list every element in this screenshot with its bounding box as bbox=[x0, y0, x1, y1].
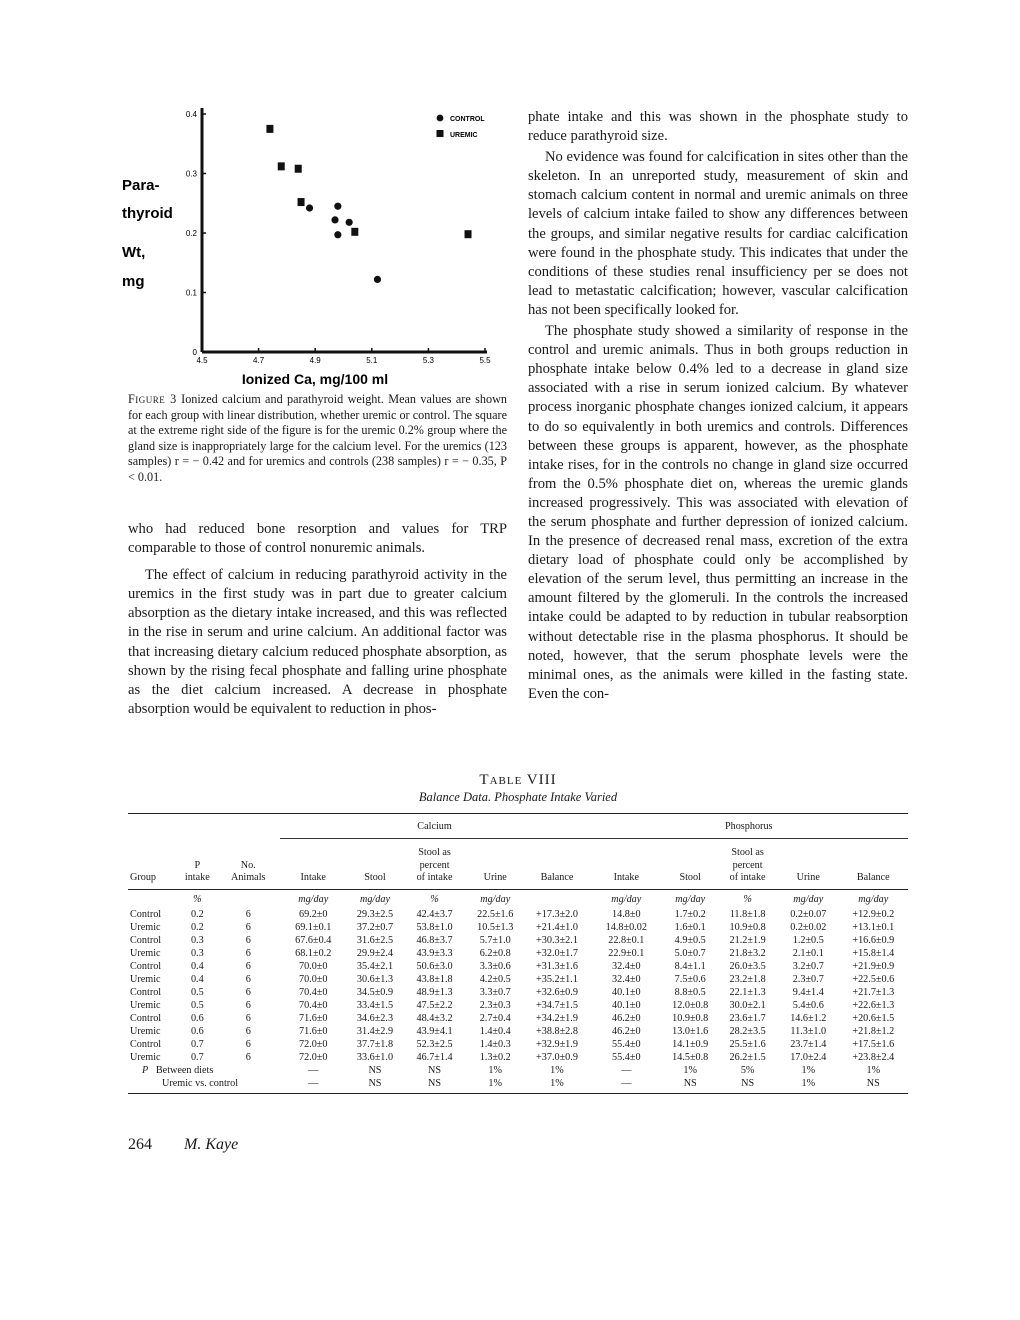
table-cell: Control bbox=[130, 908, 162, 920]
table-cell: 35.4±2.1 bbox=[356, 960, 394, 972]
table-cell: 21.8±3.2 bbox=[729, 947, 766, 959]
table-cell: +15.8±1.4 bbox=[852, 947, 895, 959]
table-cell: NS bbox=[866, 1077, 880, 1089]
table-cell: 55.4±0 bbox=[612, 1038, 641, 1050]
table-cell: 22.9±0.1 bbox=[608, 947, 645, 959]
table-cell: 32.4±0 bbox=[612, 960, 641, 972]
table-cell: 33.4±1.5 bbox=[356, 999, 394, 1011]
paragraph: who had reduced bone resorption and values for TRP comparable to those of control nonuremic animals. bbox=[128, 521, 507, 557]
table-cell: 6.2±0.8 bbox=[479, 947, 511, 959]
table-row bbox=[128, 1039, 908, 1052]
table-cell: +34.2±1.9 bbox=[536, 1012, 578, 1024]
table-cell: 43.9±4.1 bbox=[416, 1025, 453, 1037]
paragraph: The phosphate study showed a similarity of response in the control and uremic animals. Thus in both groups reduction in phosphate intake below 0.4% led to a decrease in gland size associated with a rise in serum ionized calcium. By whatever process inorganic phosphate changes ionized calcium, it appears to do so equivalently in both uremics and controls. Differences between these groups is apparent, however, as the phosphate intake rises, for in the controls no change in gland size occurred from the 0.5% phosphate diet on, whereas the uremic glands increased progressively. This was associated with elevation of the serum phosphate and further depression of ionized calcium. In the presence of decreased renal mass, excretion of the extra dietary load of phosphate could only be accomplished by elevation of the serum level, thus permitting an increase in the amount filtered by the glomeruli. In the controls the increased intake could be adapted to by reduction in tubular reabsorption without detectable rise in the plasma phosphorus. It should be noted, however, that the serum phosphate levels were the minimal ones, as the animals were killed in the fasting state. Even the con- bbox=[528, 323, 908, 702]
table-cell: +21.8±1.2 bbox=[852, 1025, 895, 1037]
col-ca-intake: Intake bbox=[300, 872, 326, 883]
table-cell: 37.2±0.7 bbox=[356, 921, 394, 933]
table-cell: 6 bbox=[245, 947, 251, 959]
y-tick-label: 0.2 bbox=[185, 229, 197, 238]
table-cell: 6 bbox=[245, 973, 251, 985]
table-cell: +13.1±0.1 bbox=[852, 921, 895, 933]
table-cell: 0.5 bbox=[190, 999, 204, 1011]
table-row bbox=[128, 935, 908, 948]
table-cell: 0.4 bbox=[190, 960, 204, 972]
paragraph: No evidence was found for calcification in sites other than the skeleton. In an unreported study, measurement of skin and stomach calcium content in normal and uremic animals on three levels of calcium intake failed to show any differences between the groups, and similar negative results for cardiac calcification were found in the phosphate study. This indicates that under the conditions of these studies renal insufficiency per se does not lead to metastatic calcification; however, vascular calcification has not been specifically looked for. bbox=[528, 149, 908, 318]
page-number: 264 bbox=[128, 1136, 152, 1153]
legend-control-label: CONTROL bbox=[450, 116, 485, 123]
table-cell: — bbox=[308, 1064, 319, 1076]
uremic-point bbox=[351, 228, 358, 236]
table-cell: Control bbox=[130, 1038, 162, 1050]
table-cell: 0.6 bbox=[190, 1025, 204, 1037]
table-cell: 13.0±1.6 bbox=[672, 1025, 709, 1037]
col-p-stool-pct: Stool as percent of intake bbox=[729, 847, 766, 883]
table-cell: 43.8±1.8 bbox=[416, 973, 453, 985]
table-cell: 6 bbox=[245, 960, 251, 972]
table-cell: 0.4 bbox=[190, 973, 204, 985]
table-cell: 6 bbox=[245, 921, 251, 933]
table-cell: Control bbox=[130, 1012, 162, 1024]
table-cell: +37.0±0.9 bbox=[536, 1051, 578, 1063]
table-cell: 6 bbox=[245, 934, 251, 946]
table-row bbox=[128, 961, 908, 974]
table-cell: +35.2±1.1 bbox=[536, 973, 578, 985]
col-ca-stool: Stool bbox=[364, 872, 386, 883]
uremic-point bbox=[298, 198, 305, 206]
table-cell: 28.2±3.5 bbox=[729, 1025, 766, 1037]
col-p-urine: Urine bbox=[796, 872, 820, 883]
table-cell: 6 bbox=[245, 1012, 251, 1024]
table-cell: 46.2±0 bbox=[612, 1025, 641, 1037]
table-cell: Uremic bbox=[130, 1051, 161, 1063]
table-cell: 1% bbox=[866, 1064, 881, 1076]
table-cell: 14.6±1.2 bbox=[790, 1012, 827, 1024]
table-cell: 10.9±0.8 bbox=[729, 921, 766, 933]
y-tick-label: 0.3 bbox=[185, 169, 197, 179]
table-cell: 2.1±0.1 bbox=[792, 947, 824, 959]
y-label-line: Para- bbox=[122, 177, 160, 194]
balance-data-table bbox=[128, 813, 908, 1094]
table-cell: 2.3±0.7 bbox=[792, 973, 824, 985]
table-cell: 34.6±2.3 bbox=[356, 1012, 394, 1024]
table-cell: +32.0±1.7 bbox=[536, 947, 578, 959]
table-cell: — bbox=[621, 1064, 632, 1076]
col-p-intake: P intake bbox=[184, 859, 210, 883]
y-tick-label: 0 bbox=[192, 348, 197, 357]
table-cell: 9.4±1.4 bbox=[792, 986, 824, 998]
table-cell: 71.6±0 bbox=[298, 1012, 328, 1024]
table-cell: 48.9±1.3 bbox=[416, 986, 453, 998]
table-cell: 1.4±0.4 bbox=[479, 1025, 511, 1037]
table-cell: 50.6±3.0 bbox=[416, 960, 453, 972]
table-cell: 46.8±3.7 bbox=[416, 934, 453, 946]
table-cell: +20.6±1.5 bbox=[852, 1012, 895, 1024]
control-point bbox=[346, 219, 353, 226]
table-cell: Uremic bbox=[130, 947, 161, 959]
col-no-animals: No. Animals bbox=[230, 859, 266, 883]
table-cell: 1% bbox=[683, 1064, 697, 1076]
table-cell: 6 bbox=[245, 1025, 251, 1037]
table-row bbox=[128, 1026, 908, 1039]
col-ca-stool-pct: Stool as percent of intake bbox=[416, 847, 453, 883]
calcium-group-header: Calcium bbox=[417, 821, 452, 833]
table-row bbox=[128, 948, 908, 961]
table-cell: +21.7±1.3 bbox=[852, 986, 895, 998]
uremic-point bbox=[295, 165, 302, 173]
x-tick-label: 5.1 bbox=[366, 356, 378, 365]
legend-control-marker bbox=[437, 115, 444, 122]
table-cell: 22.1±1.3 bbox=[729, 986, 766, 998]
table-cell: 0.7 bbox=[190, 1038, 204, 1050]
y-tick-label: 0.1 bbox=[185, 288, 197, 298]
table-cell: NS bbox=[368, 1064, 382, 1076]
table-cell: +12.9±0.2 bbox=[852, 908, 895, 920]
table-cell: 70.4±0 bbox=[298, 999, 328, 1011]
table-cell: 31.6±2.5 bbox=[356, 934, 394, 946]
control-point bbox=[306, 204, 313, 211]
table-cell: 3.3±0.6 bbox=[479, 960, 511, 972]
uremic-point bbox=[278, 162, 285, 170]
table-row bbox=[128, 922, 908, 935]
table-cell: 48.4±3.2 bbox=[416, 1012, 453, 1024]
uremic-point bbox=[465, 230, 472, 238]
table-cell: +23.8±2.4 bbox=[852, 1051, 895, 1063]
table-cell: 6 bbox=[245, 986, 251, 998]
y-label-line: thyroid bbox=[122, 205, 173, 222]
table-cell: 40.1±0 bbox=[612, 999, 641, 1011]
table-cell: 7.5±0.6 bbox=[674, 973, 706, 985]
table-cell: 5.7±1.0 bbox=[479, 934, 511, 946]
table-cell: 3.2±0.7 bbox=[792, 960, 824, 972]
table-row bbox=[128, 974, 908, 987]
table-cell: 1.7±0.2 bbox=[674, 908, 706, 920]
units-row: % mg/day mg/day % mg/day mg/day mg/day % mg/day mg/day bbox=[193, 894, 889, 906]
table-cell: 37.7±1.8 bbox=[356, 1038, 394, 1050]
table-cell: 6 bbox=[245, 999, 251, 1011]
table-cell: 70.0±0 bbox=[298, 960, 328, 972]
table-cell: +38.8±2.8 bbox=[536, 1025, 578, 1037]
legend-uremic-marker bbox=[437, 130, 444, 137]
table-cell: Control bbox=[130, 960, 162, 972]
table-cell: 11.8±1.8 bbox=[729, 908, 766, 920]
table-cell: Uremic bbox=[130, 973, 161, 985]
table-cell: Uremic bbox=[130, 1025, 161, 1037]
table-cell: 3.3±0.7 bbox=[479, 986, 511, 998]
table-cell: 21.2±1.9 bbox=[729, 934, 766, 946]
table-cell: +32.6±0.9 bbox=[536, 986, 578, 998]
table-cell: 47.5±2.2 bbox=[416, 999, 453, 1011]
table-cell: 0.2 bbox=[190, 921, 204, 933]
caption-text: Ionized calcium and parathyroid weight. Mean values are shown for each group with linear distribution, whether uremic or control. The square at the extreme right side of the figure is for the uremic 0.2% group where the gland size is inappropriately large for the calcium level. For the uremics (123 samples) r = − 0.42 and for uremics and controls (238 samples) r = − 0.35, P < 0.01. bbox=[128, 392, 507, 484]
table-cell: NS bbox=[368, 1077, 382, 1089]
table-cell: 29.3±2.5 bbox=[356, 908, 394, 920]
table-cell: 22.5±1.6 bbox=[477, 908, 514, 920]
control-point bbox=[334, 231, 341, 238]
table-cell: 5.4±0.6 bbox=[792, 999, 824, 1011]
table-cell: 1% bbox=[550, 1077, 564, 1089]
table-cell: 5.0±0.7 bbox=[674, 947, 706, 959]
table-cell: 0.2 bbox=[190, 908, 204, 920]
control-point bbox=[334, 203, 341, 210]
table-cell: +17.5±1.6 bbox=[852, 1038, 895, 1050]
table-cell: +21.4±1.0 bbox=[536, 921, 578, 933]
table-cell: 1.4±0.3 bbox=[479, 1038, 511, 1050]
y-label-line: mg bbox=[122, 273, 145, 290]
table-cell: 0.2±0.02 bbox=[790, 921, 827, 933]
table-cell: 71.6±0 bbox=[298, 1025, 328, 1037]
table-cell: 6 bbox=[245, 1038, 251, 1050]
table-cell: 4.2±0.5 bbox=[479, 973, 511, 985]
table-cell: 4.9±0.5 bbox=[674, 934, 706, 946]
table-cell: 33.6±1.0 bbox=[356, 1051, 394, 1063]
table-cell: 1% bbox=[801, 1077, 816, 1089]
right-column-text bbox=[528, 108, 908, 704]
p-between-diets-row bbox=[128, 1065, 908, 1078]
table-cell: 17.0±2.4 bbox=[790, 1051, 827, 1063]
figure-label: Figure 3 bbox=[128, 392, 177, 406]
table-cell: 14.1±0.9 bbox=[672, 1038, 709, 1050]
table-cell: 40.1±0 bbox=[612, 986, 641, 998]
table-cell: NS bbox=[428, 1077, 442, 1089]
col-p-balance: Balance bbox=[856, 872, 890, 883]
table-cell: 0.7 bbox=[190, 1051, 204, 1063]
table-row bbox=[128, 909, 908, 922]
x-tick-label: 4.9 bbox=[309, 356, 321, 365]
table-cell: 46.2±0 bbox=[612, 1012, 641, 1024]
table-row bbox=[128, 987, 908, 1000]
table-cell: 10.5±1.3 bbox=[477, 921, 514, 933]
author-name: M. Kaye bbox=[184, 1136, 239, 1153]
table-row bbox=[128, 1000, 908, 1013]
col-p-stool: Stool bbox=[679, 872, 701, 883]
table-cell: 2.3±0.3 bbox=[479, 999, 511, 1011]
table-cell: 34.5±0.9 bbox=[356, 986, 394, 998]
table-cell: 0.3 bbox=[190, 934, 204, 946]
balance-table-wrap bbox=[128, 813, 908, 1094]
table-cell: +22.6±1.3 bbox=[852, 999, 895, 1011]
table-cell: 30.0±2.1 bbox=[729, 999, 766, 1011]
table-cell: NS bbox=[428, 1064, 442, 1076]
table-cell: 11.3±1.0 bbox=[790, 1025, 827, 1037]
control-point bbox=[331, 216, 338, 223]
p-uremic-label: Uremic vs. control bbox=[162, 1077, 239, 1089]
figure-caption bbox=[128, 392, 507, 486]
table-cell: 14.8±0 bbox=[612, 908, 641, 920]
table-cell: +32.9±1.9 bbox=[536, 1038, 578, 1050]
table-cell: +31.3±1.6 bbox=[536, 960, 578, 972]
y-tick-label: 0.4 bbox=[185, 110, 197, 119]
table-cell: 68.1±0.2 bbox=[295, 947, 332, 959]
table-cell: 30.6±1.3 bbox=[356, 973, 394, 985]
table-cell: 70.4±0 bbox=[298, 986, 328, 998]
table-cell: 23.7±1.4 bbox=[790, 1038, 827, 1050]
table-cell: 1.3±0.2 bbox=[479, 1051, 511, 1063]
table-cell: 6 bbox=[245, 908, 251, 920]
table-cell: 32.4±0 bbox=[612, 973, 641, 985]
table-cell: NS bbox=[741, 1077, 755, 1089]
table-cell: +21.9±0.9 bbox=[852, 960, 895, 972]
table-cell: 23.2±1.8 bbox=[729, 973, 766, 985]
uremic-point bbox=[266, 125, 273, 133]
table-cell: 0.2±0.07 bbox=[790, 908, 827, 920]
table-cell: 26.0±3.5 bbox=[729, 960, 766, 972]
table-cell: 0.5 bbox=[190, 986, 204, 998]
table-cell: — bbox=[621, 1077, 632, 1089]
table-cell: 23.6±1.7 bbox=[729, 1012, 766, 1024]
table-cell: 43.9±3.3 bbox=[416, 947, 453, 959]
y-label-line: Wt, bbox=[122, 244, 146, 261]
table-cell: — bbox=[308, 1077, 319, 1089]
col-group: Group bbox=[130, 872, 157, 883]
x-tick-label: 5.5 bbox=[479, 356, 491, 365]
table-cell: 52.3±2.5 bbox=[416, 1038, 453, 1050]
col-ca-balance: Balance bbox=[540, 872, 574, 883]
table-cell: 72.0±0 bbox=[298, 1038, 328, 1050]
table-cell: 46.7±1.4 bbox=[416, 1051, 453, 1063]
x-tick-label: 5.3 bbox=[422, 356, 434, 365]
table-cell: 42.4±3.7 bbox=[416, 908, 453, 920]
table-cell: +17.3±2.0 bbox=[536, 908, 578, 920]
table-cell: 14.5±0.8 bbox=[672, 1051, 709, 1063]
col-p-intake-mg: Intake bbox=[613, 872, 640, 883]
chart-legend bbox=[437, 115, 486, 139]
table-cell: 1% bbox=[550, 1064, 564, 1076]
x-axis-label: Ionized Ca, mg/100 ml bbox=[241, 371, 389, 387]
table-cell: 1.2±0.5 bbox=[792, 934, 824, 946]
table-row bbox=[128, 1052, 908, 1065]
left-column-text bbox=[128, 520, 507, 719]
table-cell: +16.6±0.9 bbox=[852, 934, 895, 946]
scatter-figure bbox=[110, 100, 510, 390]
table-cell: +30.3±2.1 bbox=[536, 934, 578, 946]
table-cell: 1% bbox=[488, 1064, 503, 1076]
table-cell: 8.8±0.5 bbox=[674, 986, 706, 998]
table-cell: 1% bbox=[488, 1077, 503, 1089]
table-cell: +22.5±0.6 bbox=[852, 973, 895, 985]
table-cell: 14.8±0.02 bbox=[605, 921, 647, 933]
p-between-label: P Between diets bbox=[142, 1064, 214, 1076]
table-cell: 1% bbox=[801, 1064, 816, 1076]
paragraph: The effect of calcium in reducing parathyroid activity in the uremics in the first study was in part due to greater calcium absorption as the dietary intake increased, and this was reflected in the rise in serum and urine calcium. An additional factor was that increasing dietary calcium reduced phosphate absorption, as shown by the rising fecal phosphate and falling urine phosphate as the diet calcium increased. A decrease in phosphate absorption would be equivalent to reduction in phos- bbox=[128, 567, 507, 717]
table-cell: 31.4±2.9 bbox=[356, 1025, 394, 1037]
table-cell: 67.6±0.4 bbox=[295, 934, 332, 946]
y-axis-label bbox=[122, 177, 173, 290]
table-cell: Uremic bbox=[130, 921, 161, 933]
table-cell: 8.4±1.1 bbox=[674, 960, 706, 972]
table-cell: 2.7±0.4 bbox=[479, 1012, 511, 1024]
table-cell: 5% bbox=[740, 1064, 755, 1076]
table-cell: 72.0±0 bbox=[298, 1051, 328, 1063]
scatter-chart bbox=[110, 100, 510, 390]
table-heading bbox=[128, 772, 908, 806]
table-body bbox=[128, 909, 908, 1094]
table-cell: 0.3 bbox=[190, 947, 204, 959]
table-cell: Control bbox=[130, 986, 162, 998]
table-cell: 6 bbox=[245, 1051, 251, 1063]
table-cell: 70.0±0 bbox=[298, 973, 328, 985]
table-title: Table VIII bbox=[479, 772, 557, 788]
paragraph: phate intake and this was shown in the phosphate study to reduce parathyroid size. bbox=[528, 109, 908, 145]
table-cell: 1.6±0.1 bbox=[674, 921, 706, 933]
chart-axes bbox=[202, 108, 487, 352]
phosphorus-group-header: Phosphorus bbox=[724, 821, 773, 833]
p-uremic-vs-control-row bbox=[128, 1078, 908, 1091]
chart-points bbox=[266, 125, 471, 283]
table-cell: 53.8±1.0 bbox=[416, 921, 453, 933]
table-cell: 22.8±0.1 bbox=[608, 934, 645, 946]
table-cell: NS bbox=[683, 1077, 697, 1089]
table-cell: Control bbox=[130, 934, 162, 946]
table-cell: 29.9±2.4 bbox=[356, 947, 394, 959]
col-ca-urine: Urine bbox=[483, 872, 507, 883]
table-cell: 10.9±0.8 bbox=[672, 1012, 709, 1024]
table-row bbox=[128, 1013, 908, 1026]
legend-uremic-label: UREMIC bbox=[450, 132, 478, 139]
table-cell: 69.1±0.1 bbox=[295, 921, 332, 933]
table-cell: 55.4±0 bbox=[612, 1051, 641, 1063]
table-cell: 12.0±0.8 bbox=[672, 999, 709, 1011]
table-cell: Uremic bbox=[130, 999, 161, 1011]
table-subtitle: Balance Data. Phosphate Intake Varied bbox=[418, 790, 618, 804]
x-tick-label: 4.5 bbox=[196, 356, 208, 365]
control-point bbox=[374, 276, 381, 283]
page-footer bbox=[128, 1136, 238, 1154]
table-cell: 26.2±1.5 bbox=[729, 1051, 766, 1063]
table-cell: +34.7±1.5 bbox=[536, 999, 578, 1011]
table-cell: 25.5±1.6 bbox=[729, 1038, 766, 1050]
table-cell: 0.6 bbox=[190, 1012, 204, 1024]
x-tick-label: 4.7 bbox=[253, 356, 265, 365]
table-cell: 69.2±0 bbox=[298, 908, 328, 920]
